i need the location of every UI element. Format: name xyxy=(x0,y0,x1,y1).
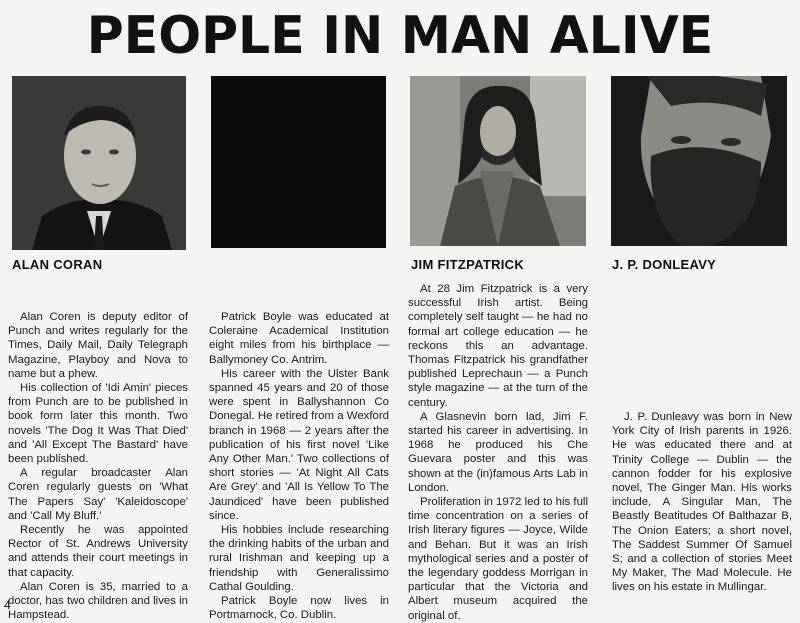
photo-blacked-out xyxy=(211,76,386,248)
paragraph: Proliferation in 1972 led to his full time concentration on a series of Irish literary figures — Joyce, Wilde and Behan. But it was an Irish mythological series and a poster of the legendary goddess Morrigan in particular that the Victoria and Albert museum acquired the original of. xyxy=(408,496,588,622)
column-jim-fitzpatrick xyxy=(408,282,588,623)
name-alan-coran: ALAN CORAN xyxy=(12,257,103,272)
column-jp-donleavy xyxy=(612,410,792,595)
paragraph: His collection of 'Idi Amin' pieces from Punch are to be published in book form later this month. Two novels 'The Dog It Was That Died' and 'All Except The Bastard' have been published. xyxy=(8,382,188,466)
photo-jp-donleavy xyxy=(611,76,787,246)
paragraph: His hobbies include researching the drinking habits of the urban and rural Irishman and keeping up a friendship with Generalissimo Cathal Goulding. xyxy=(209,524,389,593)
column-alan-coren xyxy=(8,310,188,622)
paragraph: Recently he was appointed Rector of St. Andrews University and attends their court meetings in that capacity. xyxy=(8,524,188,579)
paragraph: A Glasnevin born lad, Jim F. started his career in advertising. In 1968 he produced his Che Guevara poster and this was shown at the (in)famous Arts Lab in London. xyxy=(408,410,588,494)
paragraph: His career with the Ulster Bank spanned 45 years and 20 of those were spent in Ballyshannon Co Donegal. He retired from a Wexford branch in 1968 — 2 years after the publication of his first novel 'Like Any Other Man.' Two collections of short stories — 'At Night All Cats Are Grey' and 'All Is Yellow To The Jaundiced' have been published since. xyxy=(209,367,389,522)
paragraph: Patrick Boyle now lives in Portmarnock, Co. Dublin. xyxy=(209,595,389,622)
page-number: 4 xyxy=(4,598,11,612)
name-jp-donleavy: J. P. DONLEAVY xyxy=(612,257,717,272)
paragraph: At 28 Jim Fitzpatrick is a very successful Irish artist. Being completely self taught — he had no formal art college education — he reckons this an advantage. Thomas Fitzpatrick his grandfather published Leprechaun — a Punch style magazine — at the turn of the century. xyxy=(408,283,588,409)
paragraph: Alan Coren is deputy editor of Punch and writes regularly for the Times, Daily Mail, Daily Telegraph Magazine, Playboy and Nova to name but a phew. xyxy=(8,311,188,380)
paragraph: Alan Coren is 35, married to a doctor, has two children and lives in Hampstead. xyxy=(8,580,188,622)
photo-alan-coran xyxy=(12,76,186,250)
column-patrick-boyle xyxy=(209,310,389,622)
paragraph: A regular broadcaster Alan Coren regularly guests on 'What The Papers Say' 'Kaleidoscope' and 'Call My Bluff.' xyxy=(8,467,188,522)
paragraph: Patrick Boyle was educated at Coleraine Academical Institution eight miles from his birthplace — Ballymoney Co. Antrim. xyxy=(209,311,389,366)
name-jim-fitzpatrick: JIM FITZPATRICK xyxy=(411,257,525,272)
photo-jim-fitzpatrick xyxy=(410,76,586,246)
paragraph: J. P. Dunleavy was born in New York City of Irish parents in 1926. He was educated there and at Trinity College — Dublin — the cannon fodder for his explosive novel, The Ginger Man. His works include, A Singular Man, The Beastly Beatitudes Of Balthazar B, The Onion Eaters; a short novel, The Saddest Summer Of Samuel S; and a collection of stories Meet My Maker, The Mad Molecule. He lives on his estate in Mullingar. xyxy=(612,411,792,594)
page-headline: PEOPLE IN MAN ALIVE xyxy=(86,6,714,66)
